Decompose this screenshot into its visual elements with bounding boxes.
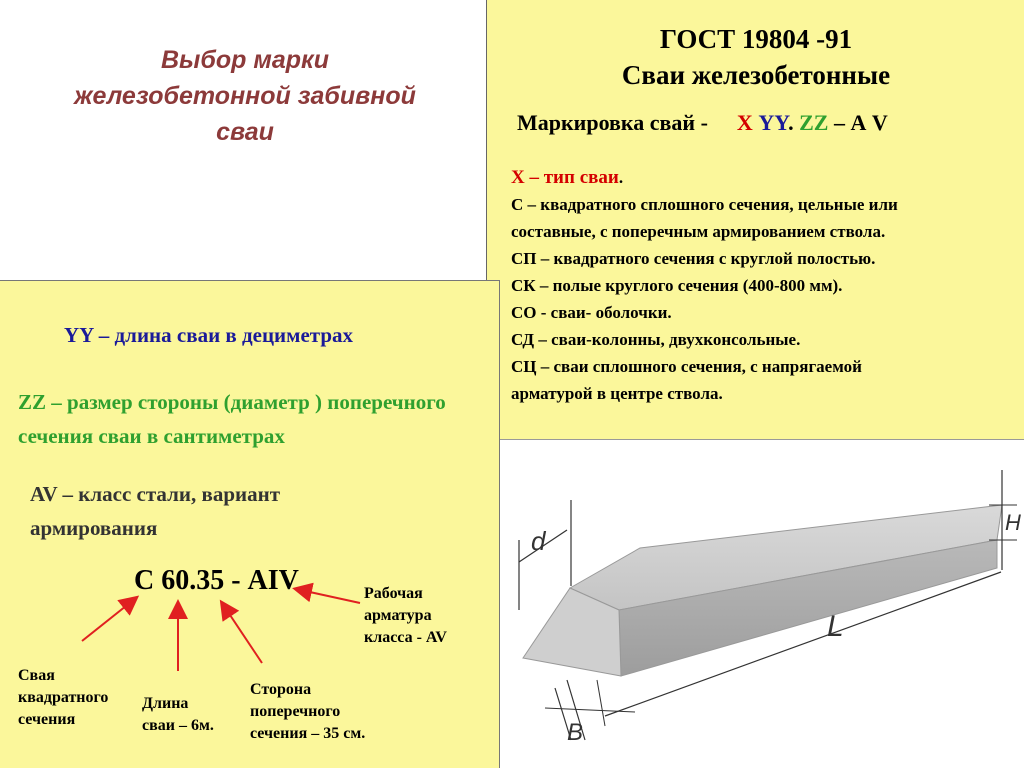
list-item: СП – квадратного сечения с круглой полостью. <box>511 249 876 268</box>
arrow-side <box>222 603 262 663</box>
slide-title <box>30 42 460 150</box>
pile-types-heading: Х – тип сваи. <box>511 167 624 188</box>
pile-drawing <box>505 440 1024 768</box>
legend-zz-line: ZZ – размер стороны (диаметр ) поперечного <box>18 390 446 414</box>
legend-yy: YY – длина сваи в дециметрах <box>64 323 354 347</box>
marking-yy: YY <box>758 110 789 135</box>
legend-zz-line: сечения сваи в сантиметрах <box>18 424 285 448</box>
slide-title-line: Выбор марки <box>161 46 329 74</box>
pile-types-list <box>511 164 1011 407</box>
marking-zz: ZZ <box>799 110 829 135</box>
arrow-steel <box>296 589 360 603</box>
list-item: СО - сваи- оболочки. <box>511 303 672 322</box>
slide-title-line: железобетонной забивной <box>74 82 416 110</box>
legend-panel <box>0 280 500 768</box>
marking-formula <box>517 110 888 136</box>
list-item: СЦ – сваи сплошного сечения, с напрягаемой <box>511 357 862 376</box>
list-item: составные, с поперечным армированием ствола. <box>511 222 886 241</box>
gost-panel <box>486 0 1024 440</box>
example-code: С 60.35 - AIV <box>134 565 299 596</box>
list-item: СД – сваи-колонны, двухконсольные. <box>511 330 801 349</box>
legend-av-line: AV – класс стали, вариант <box>30 482 281 506</box>
gost-number: ГОСТ 19804 -91 <box>659 24 853 54</box>
marking-label: Маркировка свай - <box>517 110 708 135</box>
dimension-b-label: B <box>567 719 584 746</box>
list-item: СК – полые круглого сечения (400-800 мм). <box>511 276 843 295</box>
dimension-h-label: H <box>1005 510 1021 535</box>
label-section-side: Сторона поперечного сечения – 35 см. <box>250 681 366 742</box>
arrow-type <box>82 598 136 641</box>
marking-dot: . <box>788 110 794 135</box>
dimension-l-label: L <box>827 610 844 643</box>
slide-title-line: сваи <box>216 118 274 146</box>
label-steel-class: Рабочая арматура класса - AV <box>364 585 447 646</box>
label-pile-length: Длина сваи – 6м. <box>142 695 214 734</box>
dimension-d-label: d <box>531 526 546 556</box>
legend-av-line: армирования <box>30 516 158 540</box>
marking-x: Х <box>736 110 753 135</box>
gost-name: Сваи железобетонные <box>621 60 891 90</box>
list-item: С – квадратного сплошного сечения, цельные или <box>511 195 898 214</box>
marking-av: – А V <box>833 110 888 135</box>
list-item: арматурой в центре ствола. <box>511 384 723 403</box>
label-pile-type: Свая квадратного сечения <box>18 667 109 728</box>
